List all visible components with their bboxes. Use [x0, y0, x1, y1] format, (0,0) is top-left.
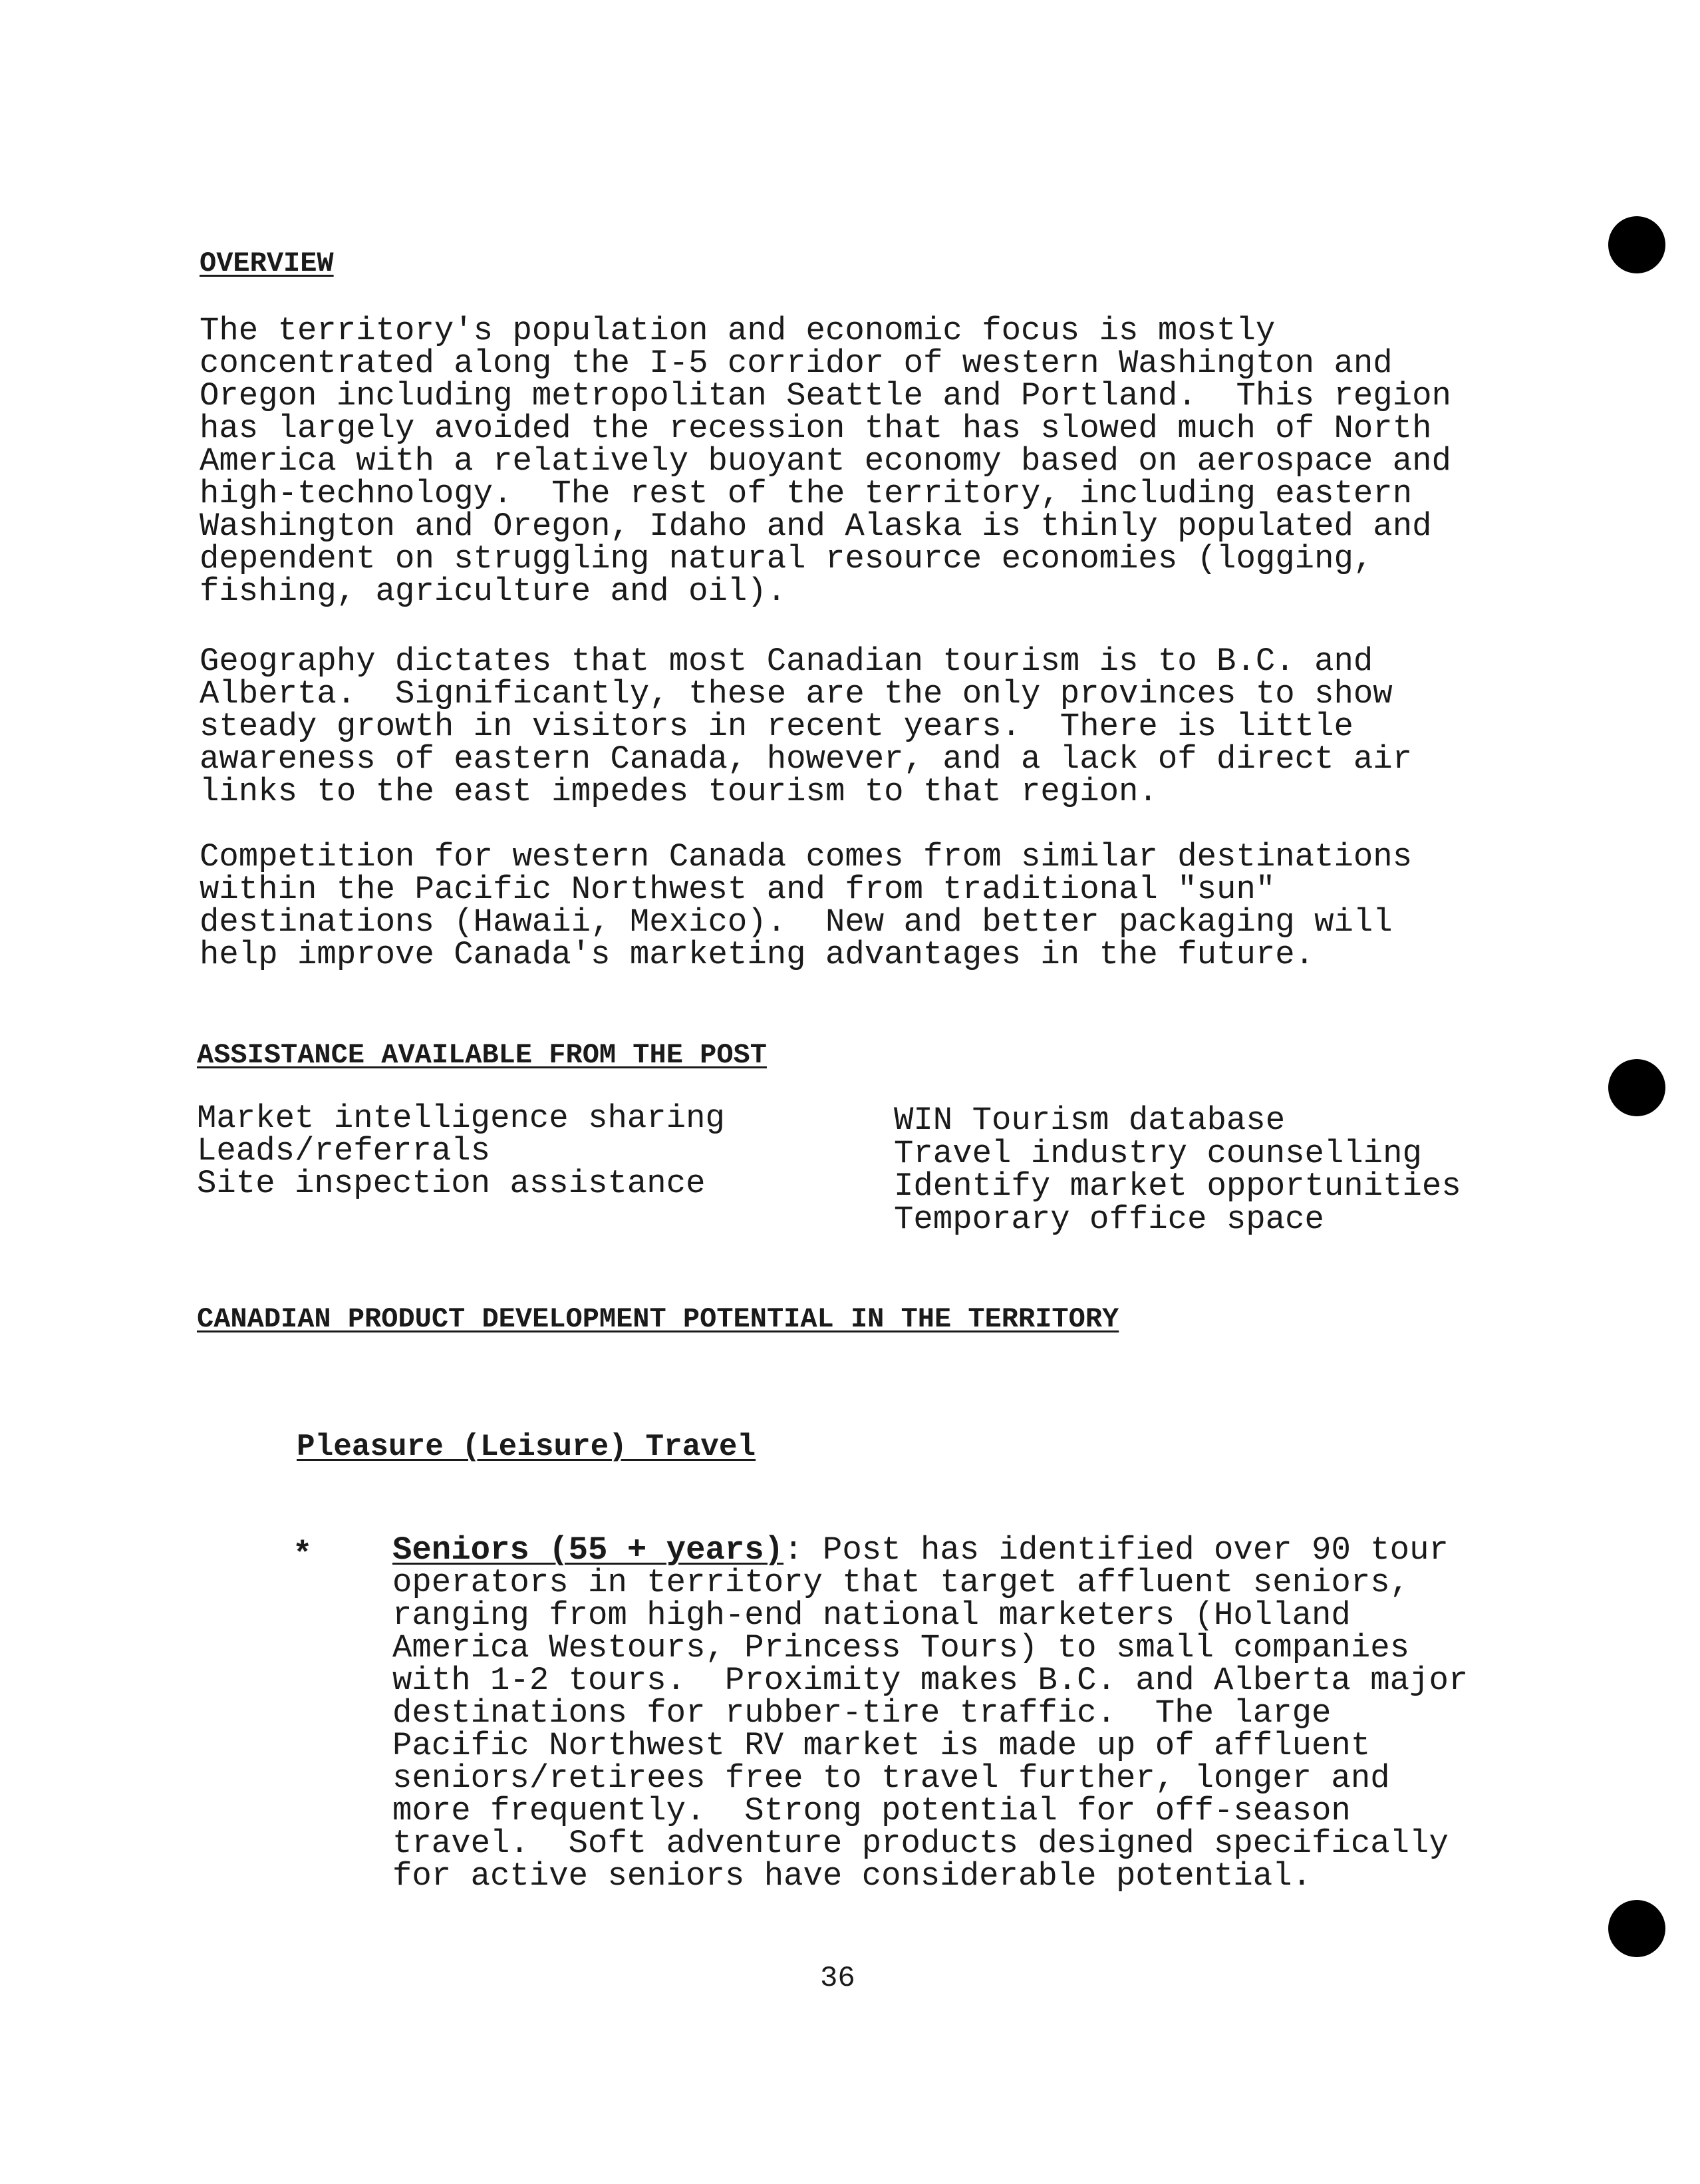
assistance-list-left: Market intelligence sharing Leads/referrals Site inspection assistance [197, 1100, 725, 1202]
product-development-heading: CANADIAN PRODUCT DEVELOPMENT POTENTIAL IN THE TERRITORY [197, 1303, 1119, 1335]
seniors-paragraph [392, 1531, 1469, 1895]
punch-hole-top [1608, 216, 1665, 273]
punch-hole-bottom [1608, 1900, 1665, 1957]
overview-paragraph-3: Competition for western Canada comes from similar destinations within the Pacific Northwest and from traditional "sun" destinations (Hawaii, Mexico). New and better packaging will help improve Canada's marketing advantages in the future. [200, 838, 1413, 973]
seniors-text: : Post has identified over 90 tour operators in territory that target affluent seniors, ranging from high-end national marketers (Holland America Westours, Princess Tours) to small companies with 1-2 tours. Proximity makes B.C. and Alberta major destinations for rubber-tire traffic. The large Pacific Northwest RV market is made up of affluent seniors/retirees free to travel further, longer and more frequently. Strong potential for off-season travel. Soft adventure products designed specifically for active seniors have considerable potential. [392, 1531, 1469, 1895]
overview-paragraph-1: The territory's population and economic focus is mostly concentrated along the I-5 corridor of western Washington and Oregon including metropolitan Seattle and Portland. This region has largely avoided the recession that has slowed much of North America with a relatively buoyant economy based on aerospace and high-technology. The rest of the territory, including eastern Washington and Oregon, Idaho and Alaska is thinly populated and dependent on struggling natural resource economies (logging, fishing, agriculture and oil). [200, 312, 1451, 610]
assistance-list-right: WIN Tourism database Travel industry counselling Identify market opportunities Temporary office space [894, 1102, 1461, 1238]
page-number: 36 [820, 1962, 855, 1995]
seniors-label: Seniors (55 + years) [392, 1531, 784, 1569]
overview-paragraph-2: Geography dictates that most Canadian tourism is to B.C. and Alberta. Significantly, these are the only provinces to show steady growth in visitors in recent years. There is little awareness of eastern Canada, however, and a lack of direct air links to the east impedes tourism to that region. [200, 643, 1413, 810]
bullet-asterisk: * [293, 1536, 313, 1573]
pleasure-travel-heading: Pleasure (Leisure) Travel [297, 1430, 756, 1464]
punch-hole-middle [1608, 1059, 1665, 1116]
overview-heading: OVERVIEW [200, 247, 334, 279]
assistance-heading: ASSISTANCE AVAILABLE FROM THE POST [197, 1039, 767, 1071]
